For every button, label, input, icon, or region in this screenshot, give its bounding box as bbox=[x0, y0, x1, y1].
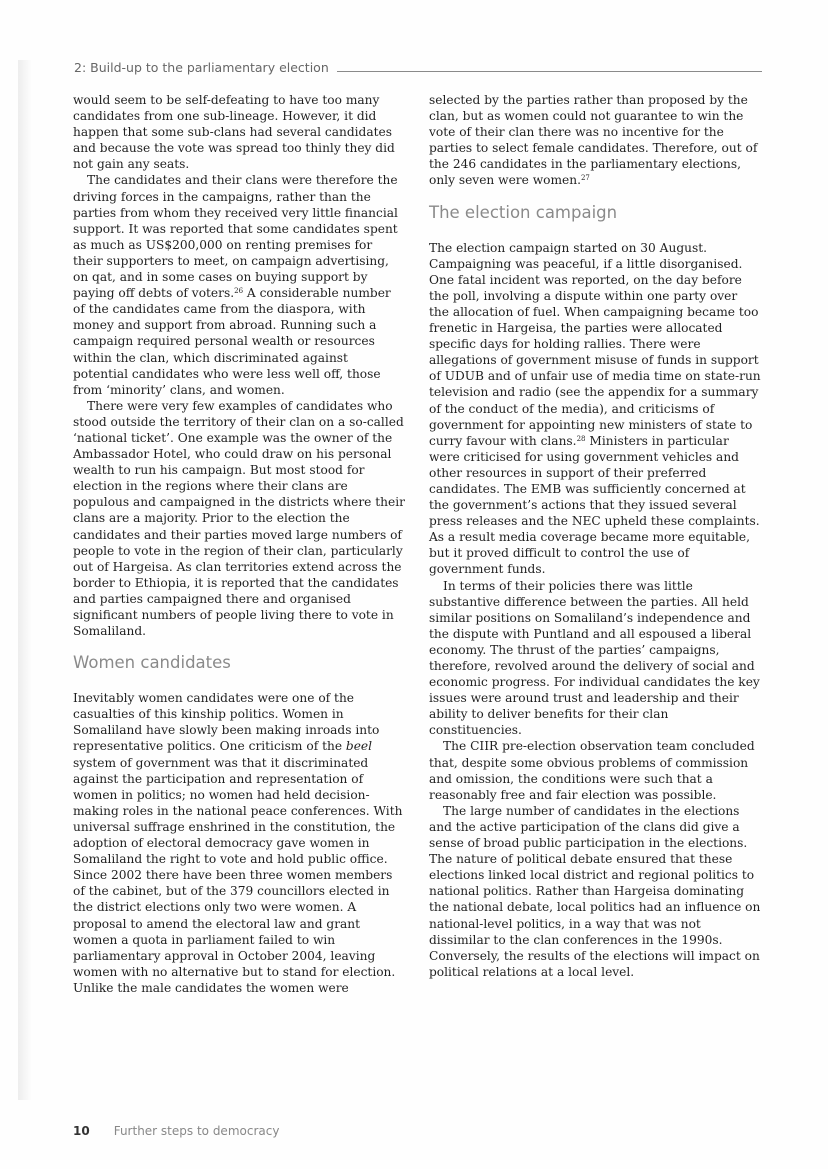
paragraph: Inevitably women candidates were one of the casualties of this kinship politics. Women in Somaliland have slowly been making inroads into representative politics. One criticism of the beel system of government was that it discriminated against the participation and representation of women in politics; no women had held decision-making roles in the national peace conferences. With universal suffrage enshrined in the constitution, the adoption of electoral democracy gave women in Somaliland the right to vote and hold public office. Since 2002 there have been three women members of the cabinet, but of the 379 councillors elected in the district elections only two were women. A proposal to amend the electoral law and grant women a quota in parliament failed to win parliamentary approval in October 2004, leaving women with no alternative but to stand for election. Unlike the male candidates the women were bbox=[73, 691, 403, 995]
footnote-marker: 27 bbox=[580, 174, 590, 183]
right-column bbox=[429, 92, 761, 980]
page-footer bbox=[73, 1124, 279, 1138]
footnote-marker: 26 bbox=[234, 287, 244, 296]
page-edge-shadow bbox=[18, 60, 32, 1100]
chapter-title: 2: Build-up to the parliamentary election bbox=[74, 60, 329, 75]
footnote-marker: 28 bbox=[576, 434, 586, 443]
paragraph: In terms of their policies there was little substantive difference between the parties. All held similar positions on Somaliland’s independence and the dispute with Puntland and all espoused a liberal economy. The thrust of the parties’ campaigns, therefore, revolved around the delivery of social and economic progress. For individual candidates the key issues were around trust and leadership and their ability to deliver benefits for their clan constituencies. bbox=[429, 578, 760, 738]
paragraph: selected by the parties rather than proposed by the clan, but as women could not guarantee to win the vote of their clan there was no incentive for the parties to select female candidates. Therefore, out of the 246 candidates in the parliamentary elections, only seven were women.$^{27}$ bbox=[429, 93, 758, 188]
page-number: 10 bbox=[73, 1124, 90, 1138]
section-heading: The election campaign bbox=[429, 202, 618, 222]
paragraph: The large number of candidates in the elections and the active participation of the clans did give a sense of broad public participation in the elections. The nature of political debate ensured that these elections linked local district and regional politics to national politics. Rather than Hargeisa dominating the national debate, local politics had an influence on national-level politics, in a way that was not dissimilar to the clan conferences in the 1990s. Conversely, the results of the elections will impact on political relations at a local level. bbox=[429, 803, 761, 979]
paragraph: The candidates and their clans were therefore the driving forces in the campaigns, rather than the parties from whom they received very little financial support. It was reported that some candidates spent as much as US$200,000 on renting premises for their supporters to meet, on campaign advertising, on qat, and in some cases on buying support by paying off debts of voters.$^{26}$ A considerable number of the candidates came from the diaspora, with money and support from abroad. Running such a campaign required personal wealth or resources within the clan, which discriminated against potential candidates who were less well off, those from ‘minority’ clans, and women. bbox=[73, 173, 398, 397]
left-column bbox=[73, 92, 405, 996]
paragraph: The CIIR pre-election observation team concluded that, despite some obvious problems of commission and omission, the conditions were such that a reasonably free and fair election was possible. bbox=[429, 739, 755, 802]
paragraph: would seem to be self-defeating to have too many candidates from one sub-lineage. However, it did happen that some sub-clans had several candidates and because the vote was spread too thinly they did not gain any seats. bbox=[73, 93, 395, 172]
header-rule bbox=[337, 71, 762, 72]
paragraph: The election campaign started on 30 August. Campaigning was peaceful, if a little disorganised. One fatal incident was reported, on the day before the poll, involving a dispute within one party over the allocation of fuel. When campaigning became too frenetic in Hargeisa, the parties were allocated specific days for holding rallies. There were allegations of government misuse of funds in support of UDUB and of unfair use of media time on state-run television and radio (see the appendix for a summary of the conduct of the media), and criticisms of government for appointing new ministers of state to curry favour with clans.$^{28}$ Ministers in particular were criticised for using government vehicles and other resources in support of their preferred candidates. The EMB was sufficiently concerned at the government’s actions that they issued several press releases and the NEC upheld these complaints. As a result media coverage became more equitable, but it proved difficult to control the use of government funds. bbox=[429, 240, 761, 577]
section-heading: Women candidates bbox=[73, 653, 231, 673]
publication-title: Further steps to democracy bbox=[113, 1124, 280, 1138]
paragraph: There were very few examples of candidates who stood outside the territory of their clan on a so-called ‘national ticket’. One example was the owner of the Ambassador Hotel, who could draw on his personal wealth to run his campaign. But most stood for election in the regions where their clans are populous and campaigned in the districts where their clans are a majority. Prior to the election the candidates and their parties moved large numbers of people to vote in the region of their clan, particularly out of Hargeisa. As clan territories extend across the border to Ethiopia, it is reported that the candidates and parties campaigned there and organised significant numbers of people living there to vote in Somaliland. bbox=[73, 398, 405, 639]
running-header bbox=[74, 57, 762, 75]
